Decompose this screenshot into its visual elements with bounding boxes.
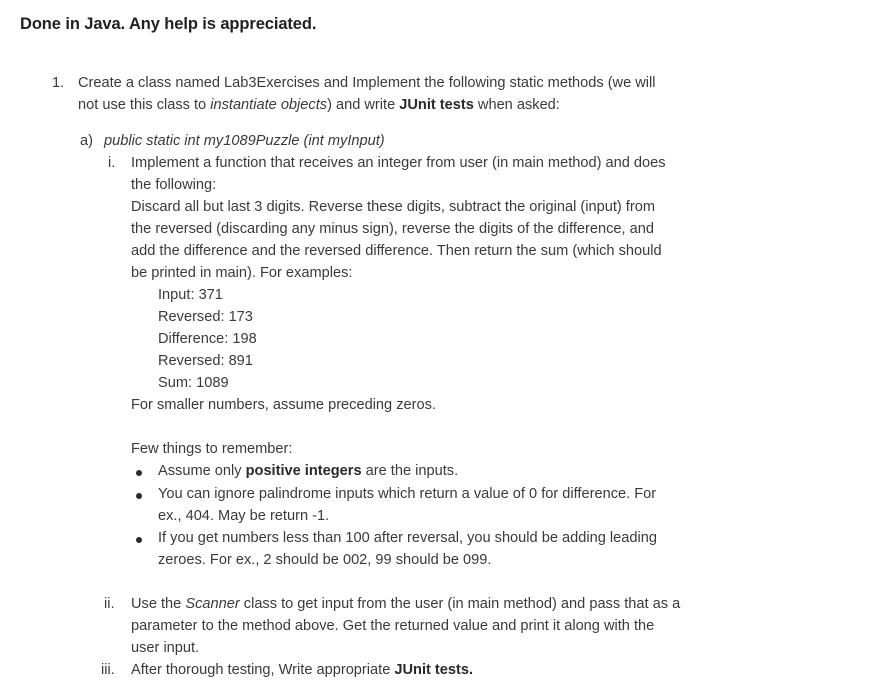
i-line-3: Discard all but last 3 digits. Reverse these digits, subtract the original (input) from <box>131 199 655 215</box>
q1-line-1: Create a class named Lab3Exercises and Implement the following static methods (we will <box>78 75 656 91</box>
q1-line-2 <box>78 97 560 113</box>
i-line-2: the following: <box>131 177 217 193</box>
i-line-6: be printed in main). For examples: <box>131 265 353 281</box>
bullet-1-text-bold: positive integers <box>245 463 362 479</box>
bullet-1-text-c: are the inputs. <box>361 463 459 479</box>
method-signature: public static int my1089Puzzle (int myInput) <box>104 133 385 149</box>
roman-numeral-i: i. <box>108 155 116 171</box>
bullet-icon <box>136 470 142 476</box>
example-difference: Difference: 198 <box>158 331 257 347</box>
q1-text-italic: instantiate objects <box>210 97 328 113</box>
i-line-4: the reversed (discarding any minus sign), reverse the digits of the difference, and <box>131 221 654 237</box>
roman-numeral-ii: ii. <box>104 596 115 612</box>
bullet-2-line-2: ex., 404. May be return -1. <box>158 508 330 524</box>
page-heading: Done in Java. Any help is appreciated. <box>20 15 317 33</box>
roman-numeral-iii: iii. <box>101 662 115 678</box>
q1-text-bold: JUnit tests <box>399 97 474 113</box>
remember-heading: Few things to remember: <box>131 441 293 457</box>
i-line-1: Implement a function that receives an integer from user (in main method) and does <box>131 155 666 171</box>
q1-text-c: ) and write <box>327 97 400 113</box>
bullet-3-line-1: If you get numbers less than 100 after reversal, you should be adding leading <box>158 530 657 546</box>
bullet-3-line-2: zeroes. For ex., 2 should be 002, 99 should be 099. <box>158 552 492 568</box>
ii-text-italic: Scanner <box>185 596 240 612</box>
ii-line-2: parameter to the method above. Get the returned value and print it along with the <box>131 618 655 634</box>
bullet-1-text <box>158 463 458 479</box>
ii-text-c: class to get input from the user (in main method) and pass that as a <box>239 596 681 612</box>
bullet-2-line-1: You can ignore palindrome inputs which return a value of 0 for difference. For <box>158 486 657 502</box>
q1-text-e: when asked: <box>473 97 560 113</box>
item-number-1: 1. <box>52 75 65 91</box>
i-line-5: add the difference and the reversed difference. Then return the sum (which should <box>131 243 662 259</box>
iii-line-1 <box>131 662 473 678</box>
bullet-icon <box>136 493 142 499</box>
iii-text-a: After thorough testing, Write appropriate <box>131 662 395 678</box>
q1-text-a: not use this class to <box>78 97 211 113</box>
subitem-label-a: a) <box>80 133 93 149</box>
example-reversed: Reversed: 173 <box>158 309 253 325</box>
example-sum: Sum: 1089 <box>158 375 229 391</box>
ii-line-1 <box>131 596 680 612</box>
example-reversed-difference: Reversed: 891 <box>158 353 253 369</box>
ii-line-3: user input. <box>131 640 200 656</box>
smaller-numbers-note: For smaller numbers, assume preceding zeros. <box>131 397 436 413</box>
iii-text-bold: JUnit tests. <box>394 662 474 678</box>
ii-text-a: Use the <box>131 596 186 612</box>
bullet-1-text-a: Assume only <box>158 463 246 479</box>
bullet-icon <box>136 537 142 543</box>
example-input: Input: 371 <box>158 287 223 303</box>
